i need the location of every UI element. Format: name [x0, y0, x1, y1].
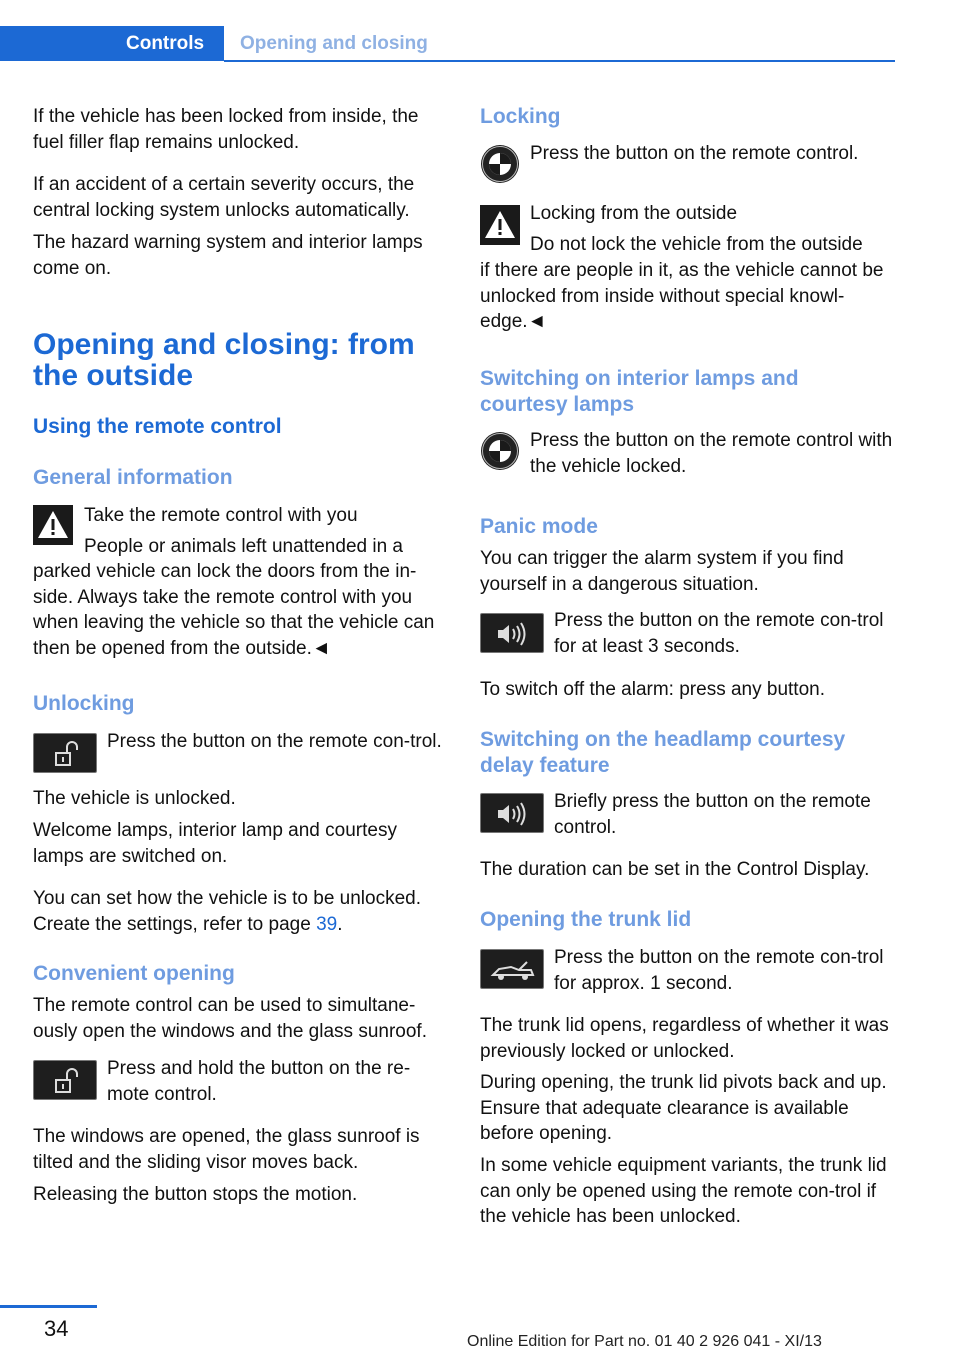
- paragraph-welcome-lamps: Welcome lamps, interior lamp and courtesy lamps are switched on.: [33, 820, 397, 867]
- headlamp-press-instruction: Briefly press the button on the remote control.: [554, 791, 871, 838]
- heading-unlocking: Unlocking: [33, 692, 135, 715]
- paragraph-switch-off-alarm: To switch off the alarm: press any button.: [480, 679, 825, 700]
- warning-triangle-icon: [33, 505, 73, 545]
- trunk-button-icon: [480, 949, 544, 989]
- header-rule: [224, 60, 895, 62]
- panic-press-instruction: Press the button on the remote con-trol for at least 3 seconds.: [554, 610, 884, 657]
- warning-title-locking: Locking from the outside: [530, 203, 738, 224]
- unlock-press-instruction: Press the button on the remote con-trol.: [107, 731, 442, 752]
- heading-general-information: General information: [33, 466, 233, 489]
- header-chapter-tab: Controls: [0, 26, 224, 61]
- heading-remote-control: Using the remote control: [33, 415, 282, 438]
- paragraph-panic-mode: You can trigger the alarm system if you find yourself in a dangerous situation.: [480, 548, 844, 595]
- warning-title-remote: Take the remote control with you: [84, 505, 358, 526]
- unlock-button-icon-2: [33, 1060, 97, 1100]
- headlamp-button-icon: [480, 793, 544, 833]
- paragraph-accident: If an accident of a certain severity occurs, the central locking system unlocks automatically.: [33, 174, 415, 221]
- warning-text-line1: People or animals left unattended in a: [84, 536, 403, 557]
- warning-locking-rest: if there are people in it, as the vehicle cannot be unlocked from inside without special knowl-edge.◄: [480, 260, 884, 332]
- warning-text-rest: parked vehicle can lock the doors from the in-side. Always take the remote control with you when leaving the vehicle so that the vehicle can then be opened from the outside.◄: [33, 561, 435, 659]
- paragraph-fuel-flap: If the vehicle has been locked from inside, the fuel filler flap remains unlocked.: [33, 106, 419, 153]
- heading-interior-lamps: Switching on interior lamps and courtesy lamps: [480, 367, 799, 416]
- header-section-title: Opening and closing: [240, 33, 428, 54]
- panic-button-icon: [480, 613, 544, 653]
- paragraph-unlock-settings: You can set how the vehicle is to be unlocked. Create the settings, refer to page 39.: [33, 888, 421, 935]
- paragraph-release-button: Releasing the button stops the motion.: [33, 1184, 358, 1205]
- paragraph-trunk-variants: In some vehicle equipment variants, the trunk lid can only be opened using the remote con-trol if the vehicle has been unlocked.: [480, 1155, 887, 1227]
- page-title-line2: the outside: [33, 359, 194, 392]
- heading-panic-mode: Panic mode: [480, 515, 598, 538]
- warning-locking-line1: Do not lock the vehicle from the outside: [530, 234, 863, 255]
- trunk-press-instruction: Press the button on the remote con-trol for approx. 1 second.: [554, 947, 884, 994]
- page-number: 34: [44, 1316, 69, 1341]
- paragraph-trunk-clearance: During opening, the trunk lid pivots back and up. Ensure that adequate clearance is available before opening.: [480, 1072, 887, 1144]
- unlock-button-icon: [33, 733, 97, 773]
- heading-headlamp-courtesy: Switching on the headlamp courtesy delay feature: [480, 728, 846, 777]
- heading-locking: Locking: [480, 105, 561, 128]
- paragraph-trunk-opens: The trunk lid opens, regardless of whether it was previously locked or unlocked.: [480, 1015, 889, 1062]
- bmw-logo-icon: [480, 143, 520, 185]
- paragraph-duration-setting: The duration can be set in the Control Display.: [480, 859, 870, 880]
- interior-press-instruction: Press the button on the remote control with the vehicle locked.: [530, 430, 893, 477]
- warning-triangle-icon: [480, 205, 520, 245]
- convenient-press-instruction: Press and hold the button on the re-mote control.: [107, 1058, 411, 1105]
- lock-press-instruction: Press the button on the remote control.: [530, 143, 859, 164]
- footer-rule: [0, 1305, 97, 1308]
- heading-convenient-opening: Convenient opening: [33, 962, 235, 985]
- paragraph-hazard: The hazard warning system and interior lamps come on.: [33, 232, 423, 279]
- page-reference-link[interactable]: 39: [316, 913, 338, 935]
- page-title-line1: Opening and closing: from: [33, 328, 415, 361]
- footer-edition: Online Edition for Part no. 01 40 2 926 041 - XI/13: [467, 1333, 822, 1350]
- paragraph-windows-opened: The windows are opened, the glass sunroof is tilted and the sliding visor moves back.: [33, 1126, 420, 1173]
- paragraph-convenient-opening: The remote control can be used to simultane-ously open the windows and the glass sunroof.: [33, 995, 427, 1042]
- paragraph-vehicle-unlocked: The vehicle is unlocked.: [33, 788, 236, 809]
- heading-trunk-lid: Opening the trunk lid: [480, 908, 692, 931]
- bmw-logo-icon: [480, 430, 520, 472]
